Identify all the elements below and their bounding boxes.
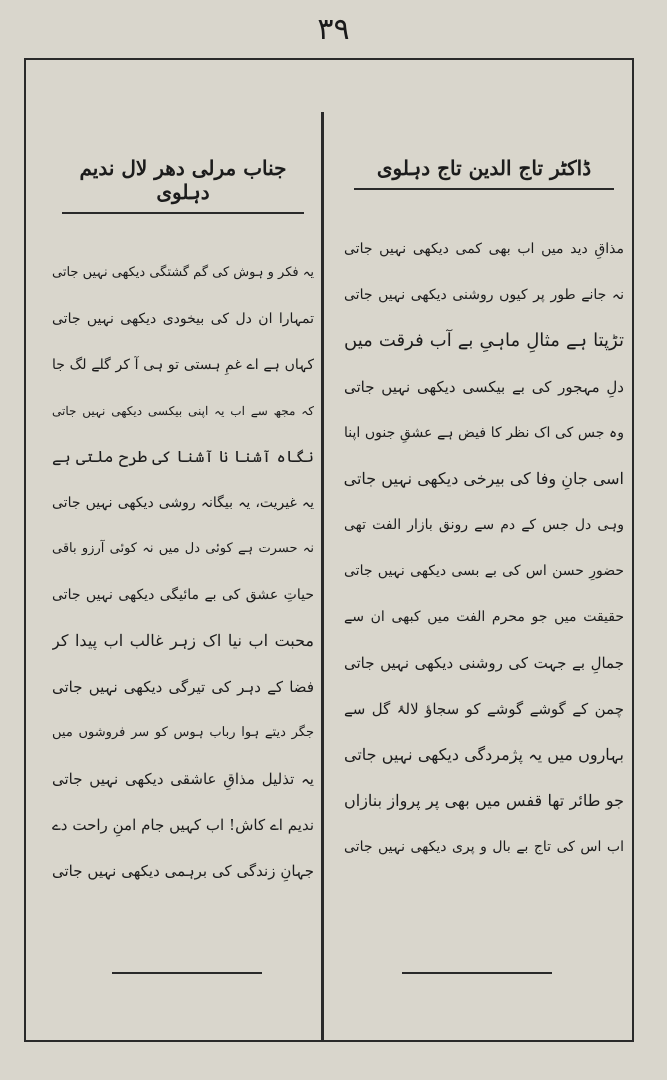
verse-line: نہ جانے طور پر کیوں روشنی دیکھی نہیں جاتی [344,287,624,303]
left-column-heading: جناب مرلی دھر لال ندیم دہلوی [79,156,287,204]
verse-line: حیاتِ عشق کی بے مائیگی دیکھی نہیں جاتی [52,587,314,603]
right-column-heading: ڈاکٹر تاج الدین تاج دہلوی [376,156,592,180]
verse-line: اب اس کی تاج بے بال و پری دیکھی نہیں جاتی [344,839,624,855]
page-number: ۳۹ [317,12,350,47]
end-rule-left [112,972,262,974]
left-column [52,156,314,894]
end-rule-right [402,972,552,974]
verse-line: نہ حسرت ہے کوئی دل میں نہ کوئی آرزو باقی [52,541,314,556]
verse-line: یہ غیریت، یہ بیگانہ روشی دیکھی نہیں جاتی [52,495,314,511]
heading-underline [354,188,614,190]
verse-line: جو طائر تھا قفس میں بھی پر پرواز بنازاں [344,791,624,810]
verse-line: نگاہ آشنا نا آشنا کی طرح ملتی ہے [52,447,314,466]
verse-line: کہاں ہے اے غمِ ہستی تو ہی آ کر گلے لگ جا [52,357,314,373]
verse-line: فضا کے دہر کی تیرگی دیکھی نہیں جاتی [52,678,314,696]
verse-line: وہ جس کی اک نظر کا فیض ہے عشقِ جنوں اپنا [344,425,624,441]
verse-line: چمن کے گوشے گوشے کو سجاؤ لالۂ گل سے [344,700,624,718]
verse-line: کہ مجھ سے اب یہ اپنی بیکسی دیکھی نہیں جاتی [52,404,314,418]
verse-line: یہ فکر و ہوش کی گم گشتگی دیکھی نہیں جاتی [52,265,314,280]
verse-line: دلِ مہجور کی بے بیکسی دیکھی نہیں جاتی [344,378,624,396]
verse-line: تڑپتا ہے مثالِ ماہیِ بے آب فرقت میں [344,330,624,351]
verse-line: حضورِ حسن اس کی بے بسی دیکھی نہیں جاتی [344,563,624,579]
verse-line: وہی دل جس کے دم سے رونق بازار الفت تھی [344,517,624,533]
verse-line: ندیم اے کاش! اب کہیں جام امنِ راحت دے [52,816,314,834]
verse-line: مذاقِ دید میں اب بھی کمی دیکھی نہیں جاتی [344,241,624,257]
verse-line: یہ تذلیل مذاقِ عاشقی دیکھی نہیں جاتی [52,770,314,788]
verse-line: جمالِ بے جہت کی روشنی دیکھی نہیں جاتی [344,654,624,672]
verse-line: جہانِ زندگی کی برہمی دیکھی نہیں جاتی [52,862,314,880]
poem-frame [24,58,634,1042]
verse-line: اسی جانِ وفا کی بیرخی دیکھی نہیں جاتی [344,469,624,488]
verse-line: حقیقت میں جو محرم الفت میں کبھی ان سے [344,609,624,625]
column-divider [321,112,324,1040]
heading-underline [62,212,304,214]
verse-line: جگر دیتے ہوا رباب ہوس کو سر فروشوں میں [52,725,314,740]
verse-line: بہاروں میں یہ پژمردگی دیکھی نہیں جاتی [344,745,624,764]
verse-line: تمہارا ان دل کی بیخودی دیکھی نہیں جاتی [52,311,314,327]
right-column [344,156,624,870]
verse-line: محبت اب نیا اک زہر غالب اب پیدا کر [52,631,314,650]
